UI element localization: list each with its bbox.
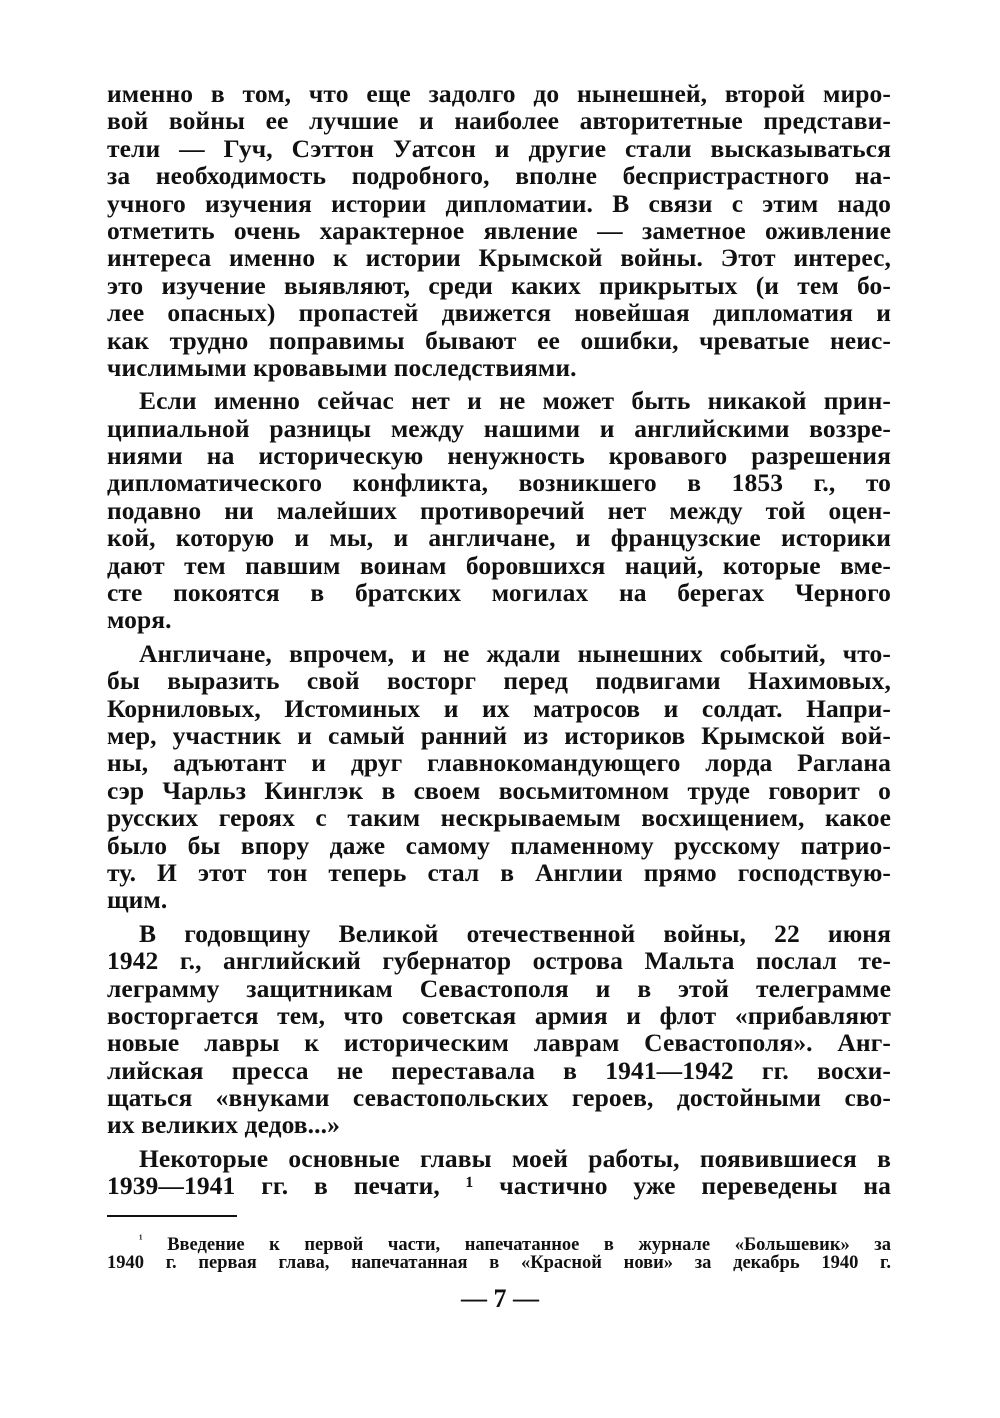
footnote-text: Введение к первой части, напечатанное в журнале «Большевик» за	[167, 1235, 891, 1256]
text-line: мер, участник и самый ранний из историков Крымской вой-	[107, 720, 891, 750]
text-line: 1942 г., английский губернатор острова Мальта послал те-	[107, 946, 891, 976]
text-line: бы выразить свой восторг перед подвигами Нахимовых,	[107, 666, 891, 696]
text-line: сте покоятся в братских могилах на берегах Черного	[107, 578, 891, 608]
text-line: 1939—1941 гг. в печати, ¹ частично уже переведены на	[107, 1171, 891, 1201]
text-line: интереса именно к истории Крымской войны. Этот интерес,	[107, 243, 891, 273]
page-body	[107, 80, 891, 1200]
text-line: за необходимость подробного, вполне беспристрастного на-	[107, 161, 891, 191]
text-line: тели — Гуч, Сэттон Уатсон и другие стали высказываться	[107, 133, 891, 163]
paragraph-1	[107, 80, 891, 381]
main-text	[107, 80, 891, 1200]
text-line: ципиальной разницы между нашими и английскими воззре-	[107, 413, 891, 443]
text-line: как трудно поправимы бывают ее ошибки, чреватые неис-	[107, 325, 891, 355]
text-line: щим.	[107, 885, 168, 915]
text-line: это изучение выявляют, среди каких прикрытых (и тем бо-	[107, 270, 891, 300]
text-line: подавно ни малейших противоречий нет между той оцен-	[107, 495, 891, 525]
text-line: числимыми кровавыми последствиями.	[107, 352, 577, 382]
text-line: ниями на историческую ненужность кровавого разрешения	[107, 441, 891, 471]
text-line: В годовщину Великой отечественной войны, 22 июня	[139, 918, 891, 948]
text-line: ту. И этот тон теперь стал в Англии прямо господствую-	[107, 857, 891, 887]
text-line: лее опасных) пропастей движется новейшая дипломатия и	[107, 298, 891, 328]
text-line: вой войны ее лучшие и наиболее авторитетные представи-	[107, 106, 891, 136]
text-line: Корниловых, Истоминых и их матросов и солдат. Напри-	[107, 693, 891, 723]
footnote-divider	[107, 1215, 237, 1217]
footnote-mark: ¹	[139, 1232, 143, 1246]
text-line: моря.	[107, 605, 172, 635]
text-line: дают тем павшим воинам боровшихся наций, которые вме-	[107, 550, 891, 580]
footnote-line: 1940 г. первая глава, напечатанная в «Красной нови» за декабрь 1940 г.	[107, 1253, 891, 1273]
text-line: именно в том, что еще задолго до нынешней, второй миро-	[107, 79, 891, 108]
text-line: сэр Чарльз Кинглэк в своем восьмитомном труде говорит о	[107, 775, 891, 805]
text-line: восторгается тем, что советская армия и флот «прибавляют	[107, 1000, 891, 1030]
text-line: лийская пресса не переставала в 1941—1942 гг. восхи-	[107, 1055, 891, 1085]
paragraph-2	[107, 387, 891, 634]
text-line: Некоторые основные главы моей работы, появившиеся в	[139, 1143, 891, 1173]
footnote-line	[107, 1227, 891, 1256]
text-line: было бы впору даже самому пламенному русскому патрио-	[107, 830, 891, 860]
text-line: отметить очень характерное явление — заметное оживление	[107, 215, 891, 245]
text-line: их великих дедов...»	[107, 1110, 340, 1140]
text-line: щаться «внуками севастопольских героев, достойными сво-	[107, 1083, 891, 1113]
text-line: ны, адъютант и друг главнокомандующего лорда Раглана	[107, 748, 891, 778]
text-line: дипломатического конфликта, возникшего в 1853 г., то	[107, 468, 891, 498]
text-line: учного изучения истории дипломатии. В связи с этим надо	[107, 188, 891, 218]
footnote	[107, 1227, 891, 1275]
page-number: — 7 —	[461, 1284, 539, 1313]
text-line: леграмму защитникам Севастополя и в этой телеграмме	[107, 973, 891, 1003]
text-line: Если именно сейчас нет и не может быть никакой прин-	[139, 386, 891, 416]
paragraph-3	[107, 640, 891, 914]
paragraph-5	[107, 1145, 891, 1200]
paragraph-4	[107, 920, 891, 1139]
text-line: Англичане, впрочем, и не ждали нынешних событий, что-	[139, 638, 891, 668]
text-line: новые лавры к историческим лаврам Севастополя». Анг-	[107, 1028, 891, 1058]
text-line: русских героях с таким нескрываемым восхищением, какое	[107, 803, 891, 833]
text-line: кой, которую и мы, и англичане, и французские историки	[107, 523, 891, 553]
